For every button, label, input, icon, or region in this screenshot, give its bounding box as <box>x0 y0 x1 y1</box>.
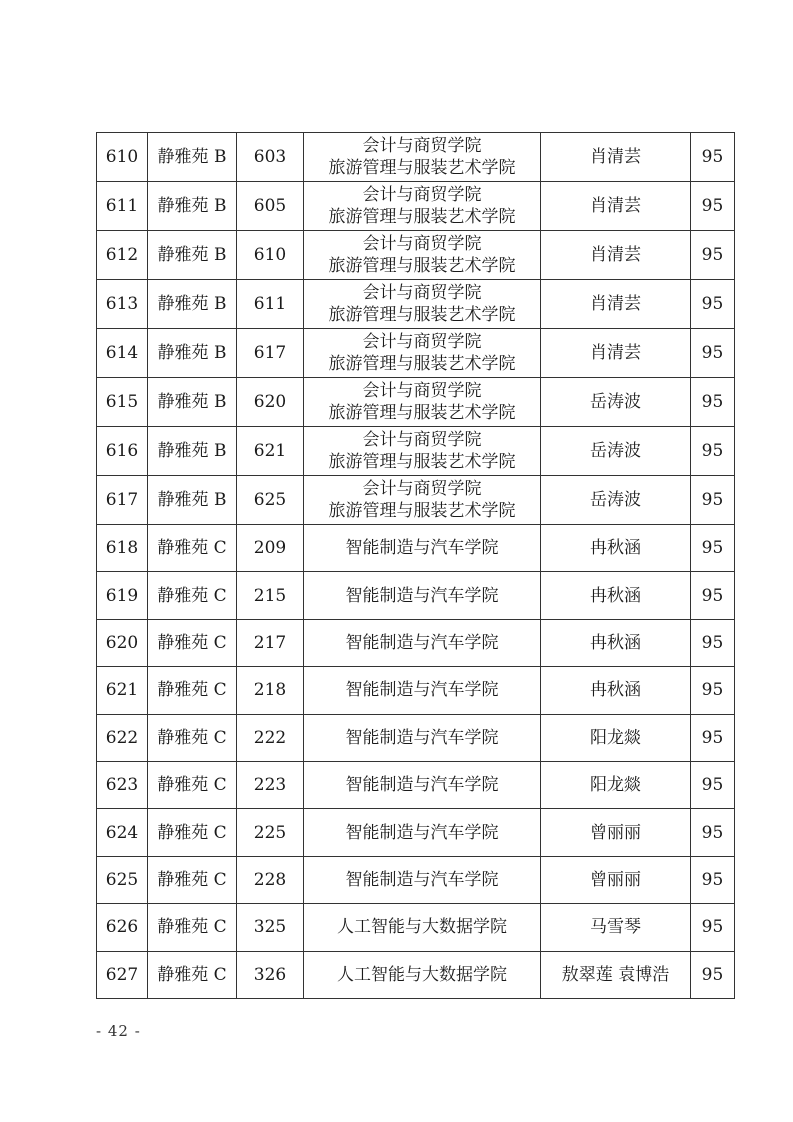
table-row <box>97 182 735 231</box>
row-number-cell: 622 <box>97 714 148 761</box>
college-cell <box>304 231 541 280</box>
row-number-cell: 624 <box>97 809 148 856</box>
page-number: - 42 - <box>96 1022 141 1040</box>
college-name: 智能制造与汽车学院 <box>345 775 499 796</box>
college-name: 智能制造与汽车学院 <box>345 822 499 843</box>
score-cell: 95 <box>691 856 735 903</box>
room-cell: 217 <box>237 619 304 666</box>
building-cell: 静雅苑 C <box>148 714 237 761</box>
college-name: 会计与商贸学院 <box>362 479 482 499</box>
score-cell: 95 <box>691 951 735 998</box>
teacher-cell: 敖翠莲 袁博浩 <box>541 951 691 998</box>
college-cell <box>304 525 541 572</box>
teacher-cell: 冉秋涵 <box>541 667 691 714</box>
row-number-cell: 621 <box>97 667 148 714</box>
college-name: 会计与商贸学院 <box>362 234 482 254</box>
room-cell: 218 <box>237 667 304 714</box>
row-number-cell: 623 <box>97 761 148 808</box>
score-cell: 95 <box>691 280 735 329</box>
teacher-cell: 岳涛波 <box>541 378 691 427</box>
building-cell: 静雅苑 B <box>148 329 237 378</box>
table-row <box>97 378 735 427</box>
room-cell: 326 <box>237 951 304 998</box>
college-cell <box>304 761 541 808</box>
score-cell: 95 <box>691 525 735 572</box>
college-name: 智能制造与汽车学院 <box>345 869 499 890</box>
college-name: 智能制造与汽车学院 <box>345 538 499 559</box>
score-cell: 95 <box>691 476 735 525</box>
score-cell: 95 <box>691 809 735 856</box>
building-cell: 静雅苑 B <box>148 182 237 231</box>
table-row <box>97 133 735 182</box>
college-name: 旅游管理与服装艺术学院 <box>328 256 516 276</box>
table-row <box>97 619 735 666</box>
college-name: 人工智能与大数据学院 <box>337 964 507 985</box>
row-number-cell: 618 <box>97 525 148 572</box>
college-cell <box>304 378 541 427</box>
college-cell <box>304 329 541 378</box>
college-name: 旅游管理与服装艺术学院 <box>328 207 516 227</box>
row-number-cell: 616 <box>97 427 148 476</box>
college-name: 人工智能与大数据学院 <box>337 917 507 938</box>
table-row <box>97 427 735 476</box>
building-cell: 静雅苑 B <box>148 427 237 476</box>
building-cell: 静雅苑 C <box>148 809 237 856</box>
row-number-cell: 615 <box>97 378 148 427</box>
table-row <box>97 761 735 808</box>
building-cell: 静雅苑 C <box>148 525 237 572</box>
teacher-cell: 冉秋涵 <box>541 572 691 619</box>
table-row <box>97 856 735 903</box>
college-name: 智能制造与汽车学院 <box>345 727 499 748</box>
row-number-cell: 610 <box>97 133 148 182</box>
score-cell: 95 <box>691 427 735 476</box>
college-name: 旅游管理与服装艺术学院 <box>328 501 516 521</box>
room-cell: 620 <box>237 378 304 427</box>
row-number-cell: 612 <box>97 231 148 280</box>
row-number-cell: 613 <box>97 280 148 329</box>
building-cell: 静雅苑 C <box>148 904 237 951</box>
college-cell <box>304 619 541 666</box>
teacher-cell: 曾丽丽 <box>541 856 691 903</box>
room-cell: 225 <box>237 809 304 856</box>
college-name: 智能制造与汽车学院 <box>345 585 499 606</box>
table-row <box>97 572 735 619</box>
score-cell: 95 <box>691 619 735 666</box>
college-name: 会计与商贸学院 <box>362 430 482 450</box>
dormitory-score-table <box>96 132 735 999</box>
row-number-cell: 617 <box>97 476 148 525</box>
table-row <box>97 951 735 998</box>
college-name: 旅游管理与服装艺术学院 <box>328 354 516 374</box>
room-cell: 617 <box>237 329 304 378</box>
college-name: 会计与商贸学院 <box>362 332 482 352</box>
college-name: 旅游管理与服装艺术学院 <box>328 158 516 178</box>
college-cell <box>304 714 541 761</box>
score-cell: 95 <box>691 761 735 808</box>
college-cell <box>304 572 541 619</box>
building-cell: 静雅苑 B <box>148 378 237 427</box>
college-cell <box>304 476 541 525</box>
teacher-cell: 岳涛波 <box>541 476 691 525</box>
college-cell <box>304 809 541 856</box>
room-cell: 621 <box>237 427 304 476</box>
row-number-cell: 626 <box>97 904 148 951</box>
table-row <box>97 329 735 378</box>
table-body <box>97 133 735 999</box>
building-cell: 静雅苑 C <box>148 761 237 808</box>
building-cell: 静雅苑 C <box>148 572 237 619</box>
teacher-cell: 冉秋涵 <box>541 619 691 666</box>
room-cell: 215 <box>237 572 304 619</box>
college-cell <box>304 667 541 714</box>
room-cell: 610 <box>237 231 304 280</box>
table-row <box>97 231 735 280</box>
score-cell: 95 <box>691 231 735 280</box>
teacher-cell: 冉秋涵 <box>541 525 691 572</box>
room-cell: 605 <box>237 182 304 231</box>
college-cell <box>304 904 541 951</box>
score-cell: 95 <box>691 378 735 427</box>
room-cell: 228 <box>237 856 304 903</box>
room-cell: 222 <box>237 714 304 761</box>
row-number-cell: 611 <box>97 182 148 231</box>
score-cell: 95 <box>691 572 735 619</box>
row-number-cell: 614 <box>97 329 148 378</box>
college-name: 会计与商贸学院 <box>362 185 482 205</box>
row-number-cell: 625 <box>97 856 148 903</box>
score-cell: 95 <box>691 667 735 714</box>
room-cell: 209 <box>237 525 304 572</box>
building-cell: 静雅苑 C <box>148 619 237 666</box>
row-number-cell: 627 <box>97 951 148 998</box>
teacher-cell: 马雪琴 <box>541 904 691 951</box>
teacher-cell: 肖清芸 <box>541 182 691 231</box>
room-cell: 603 <box>237 133 304 182</box>
college-name: 会计与商贸学院 <box>362 381 482 401</box>
score-cell: 95 <box>691 133 735 182</box>
college-name: 旅游管理与服装艺术学院 <box>328 452 516 472</box>
room-cell: 625 <box>237 476 304 525</box>
college-cell <box>304 427 541 476</box>
teacher-cell: 阳龙燚 <box>541 761 691 808</box>
table-row <box>97 714 735 761</box>
table-row <box>97 476 735 525</box>
score-cell: 95 <box>691 182 735 231</box>
teacher-cell: 曾丽丽 <box>541 809 691 856</box>
room-cell: 611 <box>237 280 304 329</box>
table-row <box>97 280 735 329</box>
college-cell <box>304 182 541 231</box>
teacher-cell: 肖清芸 <box>541 133 691 182</box>
college-cell <box>304 280 541 329</box>
college-name: 会计与商贸学院 <box>362 136 482 156</box>
college-name: 会计与商贸学院 <box>362 283 482 303</box>
college-name: 智能制造与汽车学院 <box>345 632 499 653</box>
table-row <box>97 525 735 572</box>
building-cell: 静雅苑 C <box>148 667 237 714</box>
building-cell: 静雅苑 C <box>148 856 237 903</box>
college-name: 智能制造与汽车学院 <box>345 680 499 701</box>
building-cell: 静雅苑 B <box>148 280 237 329</box>
building-cell: 静雅苑 B <box>148 133 237 182</box>
row-number-cell: 619 <box>97 572 148 619</box>
room-cell: 325 <box>237 904 304 951</box>
table-row <box>97 809 735 856</box>
teacher-cell: 肖清芸 <box>541 231 691 280</box>
college-cell <box>304 856 541 903</box>
table-row <box>97 667 735 714</box>
building-cell: 静雅苑 C <box>148 951 237 998</box>
score-cell: 95 <box>691 714 735 761</box>
building-cell: 静雅苑 B <box>148 231 237 280</box>
teacher-cell: 肖清芸 <box>541 280 691 329</box>
teacher-cell: 岳涛波 <box>541 427 691 476</box>
college-cell <box>304 133 541 182</box>
score-cell: 95 <box>691 904 735 951</box>
teacher-cell: 肖清芸 <box>541 329 691 378</box>
table-row <box>97 904 735 951</box>
building-cell: 静雅苑 B <box>148 476 237 525</box>
score-cell: 95 <box>691 329 735 378</box>
teacher-cell: 阳龙燚 <box>541 714 691 761</box>
room-cell: 223 <box>237 761 304 808</box>
college-name: 旅游管理与服装艺术学院 <box>328 305 516 325</box>
college-cell <box>304 951 541 998</box>
college-name: 旅游管理与服装艺术学院 <box>328 403 516 423</box>
row-number-cell: 620 <box>97 619 148 666</box>
